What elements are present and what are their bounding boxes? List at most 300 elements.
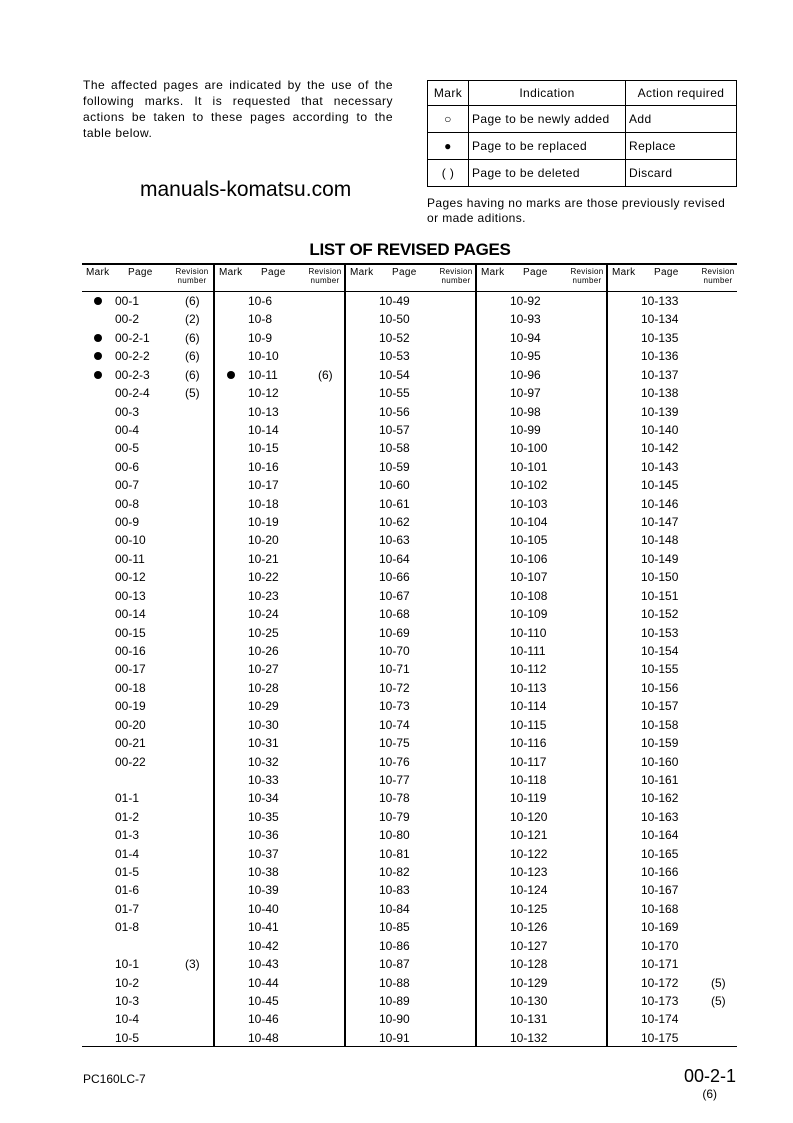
table-row bbox=[82, 458, 213, 476]
page-cell: 10-153 bbox=[641, 625, 679, 640]
table-row bbox=[215, 1029, 346, 1047]
table-row bbox=[215, 771, 346, 789]
table-row bbox=[82, 605, 213, 623]
table-row bbox=[215, 679, 346, 697]
page-cell: 10-1 bbox=[115, 957, 140, 972]
page-cell: 10-129 bbox=[510, 975, 548, 990]
table-row bbox=[215, 384, 346, 402]
page-cell: 00-10 bbox=[115, 533, 146, 548]
page-cell: 00-13 bbox=[115, 588, 146, 603]
column-header-page: Page bbox=[392, 267, 417, 278]
table-row bbox=[215, 531, 346, 549]
page-cell: 10-20 bbox=[248, 533, 279, 548]
page-cell: 10-79 bbox=[379, 809, 410, 824]
column-header-page: Page bbox=[261, 267, 286, 278]
table-row bbox=[82, 992, 213, 1010]
table-row bbox=[477, 531, 608, 549]
table-row bbox=[608, 292, 739, 310]
table-row bbox=[346, 605, 477, 623]
table-row bbox=[215, 992, 346, 1010]
table-row bbox=[346, 937, 477, 955]
table-row bbox=[346, 642, 477, 660]
page-cell: 10-114 bbox=[510, 699, 547, 714]
column-group bbox=[213, 265, 346, 1046]
page-cell: 10-62 bbox=[379, 515, 410, 530]
revision-header-line: number bbox=[441, 276, 471, 285]
table-row bbox=[346, 568, 477, 586]
page-cell: 10-75 bbox=[379, 736, 410, 751]
table-row bbox=[477, 789, 608, 807]
table-row bbox=[346, 310, 477, 328]
page-cell: 10-5 bbox=[115, 1030, 140, 1045]
legend-action: Replace bbox=[626, 133, 737, 160]
page-cell: 10-125 bbox=[510, 901, 548, 916]
table-row bbox=[477, 918, 608, 936]
page-cell: 00-15 bbox=[115, 625, 146, 640]
table-row bbox=[477, 845, 608, 863]
column-header-mark: Mark bbox=[481, 267, 505, 278]
watermark: manuals-komatsu.com bbox=[140, 178, 352, 201]
table-row bbox=[82, 1029, 213, 1047]
page-cell: 10-12 bbox=[248, 386, 279, 401]
table-row bbox=[215, 974, 346, 992]
legend-mark-delete: ( ) bbox=[428, 160, 469, 187]
page-cell: 10-98 bbox=[510, 404, 541, 419]
page-cell: 10-10 bbox=[248, 349, 279, 364]
page-cell: 10-171 bbox=[641, 957, 679, 972]
page-cell: 10-16 bbox=[248, 459, 279, 474]
table-row bbox=[346, 974, 477, 992]
table-row bbox=[215, 918, 346, 936]
table-row bbox=[82, 531, 213, 549]
table-row bbox=[215, 716, 346, 734]
table-row bbox=[215, 863, 346, 881]
table-row bbox=[608, 439, 739, 457]
table-row bbox=[346, 679, 477, 697]
table-row bbox=[215, 624, 346, 642]
page-cell: 10-6 bbox=[248, 294, 273, 308]
page-cell: 10-70 bbox=[379, 643, 410, 658]
table-row bbox=[82, 421, 213, 439]
page-cell: 10-25 bbox=[248, 625, 279, 640]
table-row bbox=[82, 697, 213, 715]
page-cell: 10-113 bbox=[510, 680, 547, 695]
page-cell: 00-2-4 bbox=[115, 386, 150, 401]
page-cell: 10-33 bbox=[248, 772, 279, 787]
table-row bbox=[346, 292, 477, 310]
table-row bbox=[82, 734, 213, 752]
page-cell: 10-85 bbox=[379, 920, 410, 935]
revision-cell: (2) bbox=[185, 312, 200, 327]
model-name: PC160LC-7 bbox=[83, 1072, 146, 1086]
page-cell: 10-2 bbox=[115, 975, 140, 990]
page-cell: 10-164 bbox=[641, 828, 679, 843]
table-row bbox=[477, 476, 608, 494]
page-cell: 10-131 bbox=[510, 1012, 548, 1027]
page-cell: 10-61 bbox=[379, 496, 410, 511]
revision-cell: (6) bbox=[185, 294, 200, 308]
table-row bbox=[215, 366, 346, 384]
page-cell: 10-44 bbox=[248, 975, 279, 990]
table-row bbox=[82, 937, 213, 955]
page-cell: 10-53 bbox=[379, 349, 410, 364]
table-row bbox=[608, 421, 739, 439]
page-cell: 01-8 bbox=[115, 920, 140, 935]
page-cell: 10-50 bbox=[379, 312, 410, 327]
page-cell: 10-106 bbox=[510, 551, 548, 566]
table-row bbox=[346, 992, 477, 1010]
table-row bbox=[346, 697, 477, 715]
page-cell: 10-69 bbox=[379, 625, 410, 640]
table-row bbox=[608, 1029, 739, 1047]
page-cell: 10-159 bbox=[641, 736, 679, 751]
page-cell: 10-111 bbox=[510, 643, 546, 658]
table-row bbox=[346, 863, 477, 881]
table-row bbox=[346, 716, 477, 734]
page-cell: 10-30 bbox=[248, 717, 279, 732]
table-row bbox=[477, 329, 608, 347]
table-row bbox=[215, 789, 346, 807]
page-cell: 10-34 bbox=[248, 791, 279, 806]
intro-text: The affected pages are indicated by the use of the following marks. It is requested that necessary actions be taken to these pages according to the table below. bbox=[83, 78, 393, 140]
table-row bbox=[215, 937, 346, 955]
page-cell: 10-48 bbox=[248, 1030, 279, 1045]
table-row bbox=[608, 881, 739, 899]
table-row bbox=[477, 292, 608, 310]
table-row bbox=[477, 734, 608, 752]
page-cell: 10-46 bbox=[248, 1012, 279, 1027]
table-row bbox=[346, 826, 477, 844]
page-cell: 10-82 bbox=[379, 865, 410, 880]
page-cell: 10-128 bbox=[510, 957, 548, 972]
page-cell: 10-31 bbox=[248, 736, 279, 751]
table-row bbox=[215, 1010, 346, 1028]
page-cell: 00-4 bbox=[115, 422, 140, 437]
table-row bbox=[82, 881, 213, 899]
page-cell: 10-64 bbox=[379, 551, 410, 566]
table-row bbox=[346, 881, 477, 899]
page-cell: 00-5 bbox=[115, 441, 140, 456]
table-row bbox=[82, 900, 213, 918]
page-cell: 10-15 bbox=[248, 441, 279, 456]
table-row bbox=[346, 1010, 477, 1028]
page-cell: 10-117 bbox=[510, 754, 547, 769]
page-cell: 10-97 bbox=[510, 386, 541, 401]
page-cell: 01-2 bbox=[115, 809, 140, 824]
page-cell: 10-137 bbox=[641, 367, 679, 382]
page-cell: 10-17 bbox=[248, 478, 279, 493]
page-cell: 10-23 bbox=[248, 588, 279, 603]
table-row bbox=[477, 587, 608, 605]
revision-header-line: Revision bbox=[570, 267, 604, 276]
table-row bbox=[82, 826, 213, 844]
table-row bbox=[82, 845, 213, 863]
page-cell: 10-173 bbox=[641, 993, 679, 1008]
column-header-mark: Mark bbox=[86, 267, 110, 278]
page-cell: 10-121 bbox=[510, 828, 548, 843]
page-cell: 10-138 bbox=[641, 386, 679, 401]
table-row bbox=[82, 716, 213, 734]
table-row bbox=[346, 789, 477, 807]
page-cell: 10-165 bbox=[641, 846, 679, 861]
table-row bbox=[82, 808, 213, 826]
page-cell: 10-149 bbox=[641, 551, 679, 566]
table-row bbox=[82, 568, 213, 586]
page-cell: 10-174 bbox=[641, 1012, 679, 1027]
table-row bbox=[477, 771, 608, 789]
page-cell: 10-95 bbox=[510, 349, 541, 364]
page-cell: 10-99 bbox=[510, 422, 541, 437]
page-cell: 10-110 bbox=[510, 625, 547, 640]
table-row bbox=[477, 347, 608, 365]
table-row bbox=[608, 660, 739, 678]
page-cell: 10-175 bbox=[641, 1030, 679, 1045]
page-cell: 10-135 bbox=[641, 330, 679, 345]
page-cell: 00-2 bbox=[115, 312, 140, 327]
revision-cell: (6) bbox=[185, 367, 200, 382]
page-cell: 00-22 bbox=[115, 754, 146, 769]
legend-indication: Page to be deleted bbox=[469, 160, 626, 187]
page-cell: 10-150 bbox=[641, 570, 679, 585]
page-cell: 10-93 bbox=[510, 312, 541, 327]
table-row bbox=[608, 513, 739, 531]
page-cell: 10-86 bbox=[379, 938, 410, 953]
table-row bbox=[608, 384, 739, 402]
table-row bbox=[346, 918, 477, 936]
page-cell: 10-66 bbox=[379, 570, 410, 585]
page-cell: 10-115 bbox=[510, 717, 547, 732]
page-cell: 10-73 bbox=[379, 699, 410, 714]
table-row bbox=[82, 753, 213, 771]
table-row bbox=[608, 587, 739, 605]
table-row bbox=[215, 568, 346, 586]
legend-action: Add bbox=[626, 106, 737, 133]
table-row bbox=[608, 679, 739, 697]
table-row bbox=[608, 918, 739, 936]
page-cell: 10-22 bbox=[248, 570, 279, 585]
page-cell: 10-166 bbox=[641, 865, 679, 880]
table-row bbox=[215, 495, 346, 513]
page-cell: 10-14 bbox=[248, 422, 279, 437]
page-cell: 10-116 bbox=[510, 736, 547, 751]
page-cell: 00-2-3 bbox=[115, 367, 150, 382]
legend-indication: Page to be newly added bbox=[469, 106, 626, 133]
page-cell: 01-7 bbox=[115, 901, 140, 916]
table-row bbox=[215, 900, 346, 918]
table-row bbox=[215, 476, 346, 494]
page-cell: 10-158 bbox=[641, 717, 679, 732]
table-row bbox=[608, 642, 739, 660]
table-row bbox=[477, 937, 608, 955]
page-cell: 10-74 bbox=[379, 717, 410, 732]
table-row bbox=[82, 403, 213, 421]
table-row bbox=[346, 734, 477, 752]
page-cell: 10-67 bbox=[379, 588, 410, 603]
column-header-revision bbox=[698, 267, 738, 285]
page-cell: 10-56 bbox=[379, 404, 410, 419]
page-cell: 00-12 bbox=[115, 570, 146, 585]
column-header-revision bbox=[567, 267, 607, 285]
page-cell: 10-88 bbox=[379, 975, 410, 990]
page-cell: 01-1 bbox=[115, 791, 140, 806]
table-row bbox=[608, 826, 739, 844]
page-cell: 10-145 bbox=[641, 478, 679, 493]
page-cell: 01-5 bbox=[115, 865, 140, 880]
table-row bbox=[215, 329, 346, 347]
table-row bbox=[346, 513, 477, 531]
table-row bbox=[608, 937, 739, 955]
revision-cell: (3) bbox=[185, 957, 200, 972]
page-cell: 10-123 bbox=[510, 865, 548, 880]
page-cell: 10-139 bbox=[641, 404, 679, 419]
page-cell: 10-81 bbox=[379, 846, 410, 861]
table-row bbox=[608, 1010, 739, 1028]
page-cell: 10-147 bbox=[641, 515, 679, 530]
column-group bbox=[606, 265, 739, 1046]
page-cell: 10-59 bbox=[379, 459, 410, 474]
column-header-page: Page bbox=[654, 267, 679, 278]
page-cell: 00-2-2 bbox=[115, 349, 150, 364]
page-cell: 10-132 bbox=[510, 1030, 548, 1045]
table-row bbox=[477, 808, 608, 826]
table-row bbox=[477, 881, 608, 899]
table-row bbox=[477, 955, 608, 973]
table-row bbox=[608, 531, 739, 549]
revision-cell: (5) bbox=[185, 386, 200, 401]
table-row bbox=[477, 697, 608, 715]
table-row bbox=[477, 605, 608, 623]
page-cell: 10-134 bbox=[641, 312, 679, 327]
revision-header-line: number bbox=[177, 276, 207, 285]
page-cell: 10-43 bbox=[248, 957, 279, 972]
page-cell: 10-143 bbox=[641, 459, 679, 474]
page-cell: 10-60 bbox=[379, 478, 410, 493]
table-row bbox=[82, 347, 213, 365]
page-cell: 10-162 bbox=[641, 791, 679, 806]
table-row bbox=[215, 292, 346, 310]
page-cell: 10-120 bbox=[510, 809, 548, 824]
table-row bbox=[82, 550, 213, 568]
table-row bbox=[608, 624, 739, 642]
table-row bbox=[608, 955, 739, 973]
page-cell: 10-119 bbox=[510, 791, 547, 806]
table-row bbox=[477, 992, 608, 1010]
marks-legend-table bbox=[427, 80, 737, 187]
table-row bbox=[608, 329, 739, 347]
table-row bbox=[608, 974, 739, 992]
column-header-mark: Mark bbox=[350, 267, 374, 278]
page-cell: 10-122 bbox=[510, 846, 548, 861]
page-cell: 10-154 bbox=[641, 643, 679, 658]
table-row bbox=[215, 734, 346, 752]
table-row bbox=[346, 753, 477, 771]
table-row bbox=[82, 587, 213, 605]
table-row bbox=[346, 845, 477, 863]
table-row bbox=[608, 753, 739, 771]
table-row bbox=[608, 992, 739, 1010]
column-group bbox=[344, 265, 477, 1046]
page-cell: 10-160 bbox=[641, 754, 679, 769]
table-row bbox=[215, 605, 346, 623]
table-row bbox=[608, 366, 739, 384]
page-cell: 00-17 bbox=[115, 662, 146, 677]
page-cell: 10-55 bbox=[379, 386, 410, 401]
page-cell: 10-126 bbox=[510, 920, 548, 935]
page-cell: 10-21 bbox=[248, 551, 279, 566]
page-cell: 10-169 bbox=[641, 920, 679, 935]
page-cell: 00-1 bbox=[115, 294, 140, 308]
page-cell: 10-168 bbox=[641, 901, 679, 916]
table-row bbox=[82, 366, 213, 384]
table-row bbox=[477, 403, 608, 421]
page-cell: 10-133 bbox=[641, 294, 679, 308]
column-header-revision bbox=[172, 267, 212, 285]
table-row bbox=[215, 826, 346, 844]
table-row bbox=[82, 329, 213, 347]
page-cell: 10-11 bbox=[248, 367, 278, 382]
legend-mark-replace: ● bbox=[428, 133, 469, 160]
page-cell: 10-105 bbox=[510, 533, 548, 548]
table-row bbox=[477, 624, 608, 642]
table-row bbox=[477, 974, 608, 992]
page-cell: 10-57 bbox=[379, 422, 410, 437]
page-cell: 10-161 bbox=[641, 772, 679, 787]
table-row bbox=[215, 421, 346, 439]
table-row bbox=[608, 734, 739, 752]
table-row bbox=[477, 900, 608, 918]
table-row bbox=[346, 550, 477, 568]
table-row bbox=[346, 771, 477, 789]
page-cell: 10-142 bbox=[641, 441, 679, 456]
table-row bbox=[346, 955, 477, 973]
page-cell: 10-29 bbox=[248, 699, 279, 714]
revision-header-line: Revision bbox=[308, 267, 342, 276]
table-row bbox=[477, 1010, 608, 1028]
page-cell: 10-19 bbox=[248, 515, 279, 530]
page-cell: 10-102 bbox=[510, 478, 548, 493]
page-cell: 10-83 bbox=[379, 883, 410, 898]
page-cell: 00-2-1 bbox=[115, 330, 150, 345]
table-row bbox=[608, 863, 739, 881]
page-cell: 10-58 bbox=[379, 441, 410, 456]
table-row bbox=[477, 716, 608, 734]
table-row bbox=[477, 660, 608, 678]
table-row bbox=[82, 624, 213, 642]
page-cell: 10-157 bbox=[641, 699, 679, 714]
table-row bbox=[82, 310, 213, 328]
table-row bbox=[608, 716, 739, 734]
page-cell: 10-9 bbox=[248, 330, 273, 345]
table-row bbox=[82, 660, 213, 678]
revision-cell: (5) bbox=[711, 975, 726, 990]
table-row bbox=[215, 439, 346, 457]
table-row bbox=[215, 347, 346, 365]
page-cell: 10-63 bbox=[379, 533, 410, 548]
table-row bbox=[346, 384, 477, 402]
table-row bbox=[346, 624, 477, 642]
page-cell: 10-71 bbox=[379, 662, 410, 677]
page-cell: 10-13 bbox=[248, 404, 279, 419]
page-cell: 10-26 bbox=[248, 643, 279, 658]
table-row bbox=[82, 974, 213, 992]
page-cell: 10-89 bbox=[379, 993, 410, 1008]
page-cell: 10-18 bbox=[248, 496, 279, 511]
page-cell: 10-41 bbox=[248, 920, 279, 935]
table-row bbox=[608, 458, 739, 476]
column-group bbox=[475, 265, 608, 1046]
page-cell: 10-77 bbox=[379, 772, 410, 787]
revised-pages-table bbox=[82, 263, 737, 1047]
